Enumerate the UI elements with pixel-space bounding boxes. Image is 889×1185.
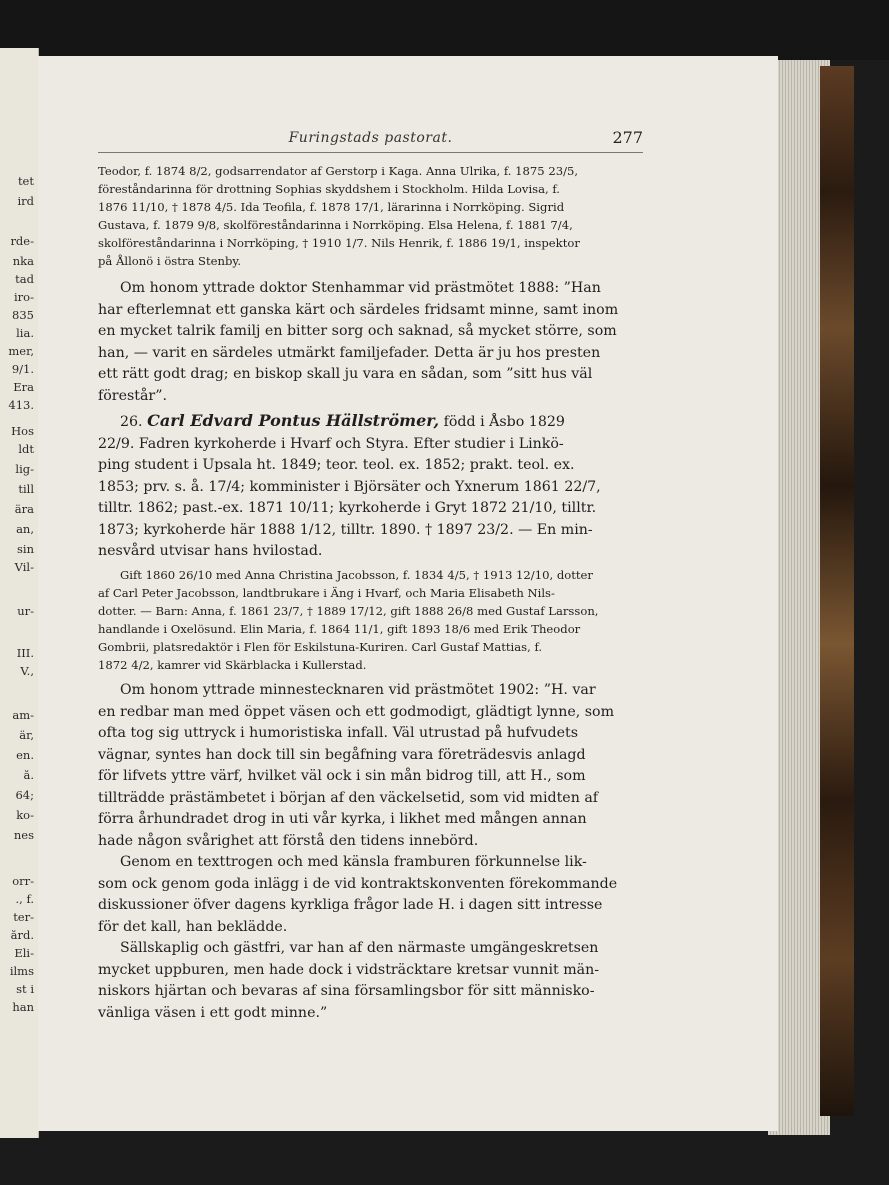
left-fragment: tet (17, 176, 34, 188)
text-line: har efterlemnat ett ganska kärt och särdeles fridsamt minne, samt inom (98, 301, 619, 318)
text-line: dotter. — Barn: Anna, f. 1861 23/7, † 1889 17/12, gift 1888 26/8 med Gustaf Larsson, (98, 604, 599, 618)
left-fragment: 835 (12, 310, 34, 322)
text-line: en redbar man med öppet väsen och ett godmodigt, glädtigt lynne, som (98, 703, 615, 720)
text-line: diskussioner öfver dagens kyrkliga frågor lade H. i dagen sitt intresse (98, 897, 603, 913)
text-line: född i Åsbo 1829 (443, 414, 565, 430)
page-header (98, 128, 643, 153)
text-line: som ock genom goda inlägg i de vid kontraktskonventen förekommande (98, 875, 618, 892)
left-fragment: ldt (18, 444, 34, 456)
entry-heading-line (98, 410, 643, 434)
left-fragment: ilms (9, 966, 34, 978)
text-line: Gift 1860 26/10 med Anna Christina Jacobsson, f. 1834 4/5, † 1913 12/10, dotter (120, 568, 593, 582)
text-line: ping student i Upsala ht. 1849; teor. teol. ex. 1852; prakt. teol. ex. (98, 457, 575, 473)
text-line: Gustava, f. 1879 9/8, skolföreståndarinna i Norrköping. Elsa Helena, f. 1881 7/4, (98, 218, 573, 232)
running-title: Furingstads pastorat. (288, 130, 453, 146)
text-line: niskors hjärtan och bevaras af sina församlingsbor för sitt människo- (98, 983, 595, 999)
left-fragment: ård. (10, 930, 34, 942)
text-line: Teodor, f. 1874 8/2, godsarrendator af Gerstorp i Kaga. Anna Ulrika, f. 1875 23/5, (98, 164, 579, 178)
text-line: en mycket talrik familj en bitter sorg och saknad, så mycket större, som (98, 323, 617, 339)
left-fragment: V., (20, 666, 34, 678)
children-paragraph (98, 162, 643, 270)
text-line: hade någon svårighet att förstå den tidens innebörd. (98, 832, 479, 849)
left-fragment: Hos (11, 426, 34, 438)
left-fragment: till (18, 484, 34, 496)
text-line: för det kall, han beklädde. (98, 918, 288, 935)
text-line: vägnar, syntes han dock till sin begåfning vara företrädesvis anlagd (98, 746, 586, 763)
left-page-edge (0, 48, 39, 1138)
left-fragment: an, (16, 524, 34, 536)
entry-26 (98, 410, 643, 563)
text-line: Gombrii, platsredaktör i Flen för Eskilstuna-Kuriren. Carl Gustaf Mattias, f. (98, 640, 543, 654)
left-fragment: är, (19, 730, 34, 742)
quote-minnestecknaren (98, 680, 643, 1024)
text-line: på Ållonö i östra Stenby. (98, 254, 242, 268)
left-fragment: ird (17, 196, 34, 208)
left-fragment: Eli- (14, 948, 34, 960)
left-fragment: å. (23, 770, 34, 782)
left-fragment: st i (16, 984, 34, 996)
left-fragment: ., f. (15, 894, 34, 906)
left-fragment: Vil- (14, 562, 34, 574)
left-fragment: han (12, 1002, 34, 1014)
left-fragment: en. (16, 750, 34, 762)
text-line: förra århundradet drog in uti vår kyrka, i likhet med mången annan (98, 811, 587, 827)
quote-stenhammar (98, 278, 643, 407)
text-line: 1873; kyrkoherde här 1888 1/12, tilltr. 1890. † 1897 23/2. — En min- (98, 521, 593, 538)
text-line: handlande i Oxelösund. Elin Maria, f. 1864 11/1, gift 1893 18/6 med Erik Theodor (98, 622, 581, 636)
text-line: 22/9. Fadren kyrkoherde i Hvarf och Styra. Efter studier i Linkö- (98, 435, 564, 452)
left-fragment: ära (14, 504, 34, 516)
background-top (0, 0, 889, 60)
left-fragment: mer, (8, 346, 34, 358)
left-fragment: ur- (17, 606, 34, 618)
page-number: 277 (612, 128, 643, 147)
text-line: nesvård utvisar hans hvilostad. (98, 543, 323, 559)
left-fragment: am- (12, 710, 34, 722)
family-paragraph (98, 566, 643, 674)
text-line: vänliga väsen i ett godt minne.” (98, 1004, 328, 1021)
left-fragment: nes (13, 830, 34, 842)
left-fragment: 9/1. (11, 364, 34, 376)
entry-name: Carl Edvard Pontus Hällströmer, (147, 411, 440, 430)
text-line: tilltr. 1862; past.-ex. 1871 10/11; kyrkoherde i Gryt 1872 21/10, tilltr. (98, 500, 597, 516)
text-line: 1876 11/10, † 1878 4/5. Ida Teofila, f. 1878 17/1, lärarinna i Norrköping. Sigrid (98, 200, 565, 214)
text-line: 1872 4/2, kamrer vid Skärblacka i Kullerstad. (98, 658, 367, 672)
text-line: Genom en texttrogen och med känsla framburen förkunnelse lik- (120, 854, 587, 870)
left-fragment: lig- (15, 464, 34, 476)
left-fragment: nka (12, 256, 34, 268)
left-fragment: 64; (15, 790, 34, 802)
left-page-fragments (0, 48, 38, 1138)
book-cover (820, 66, 854, 1116)
text-line: ett rätt godt drag; en biskop skall ju vara en sådan, som ”sitt hus väl (98, 366, 593, 382)
left-fragment: tad (15, 274, 34, 286)
text-line: mycket uppburen, men hade dock i vidsträcktare kretsar vunnit män- (98, 961, 600, 978)
left-fragment: ko- (16, 810, 34, 822)
text-line: af Carl Peter Jacobsson, landtbrukare i Äng i Hvarf, och Maria Elisabeth Nils- (98, 586, 555, 600)
left-fragment: rde- (10, 236, 34, 248)
text-line: Sällskaplig och gästfri, var han af den närmaste umgängeskretsen (120, 940, 599, 956)
left-fragment: III. (16, 648, 34, 660)
text-line: 1853; prv. s. å. 17/4; komminister i Björsäter och Yxnerum 1861 22/7, (98, 478, 601, 495)
left-fragment: 413. (8, 400, 34, 412)
left-fragment: Era (13, 382, 34, 394)
text-line: förestår”. (98, 387, 167, 404)
left-fragment: sin (17, 544, 34, 556)
left-fragment: orr- (12, 876, 34, 888)
text-line: tillträdde prästämbetet i början af den väckelsetid, som vid midten af (98, 789, 599, 806)
left-fragment: ter- (13, 912, 34, 924)
text-line: ofta tog sig uttryck i humoristiska infall. Väl utrustad på hufvudets (98, 725, 579, 741)
left-fragment: lia. (16, 328, 34, 340)
text-line: föreståndarinna för drottning Sophias skyddshem i Stockholm. Hilda Lovisa, f. (98, 182, 560, 196)
text-line: för lifvets yttre värf, hvilket väl ock i sin mån bidrog till, att H., som (98, 768, 586, 784)
text-line: Om honom yttrade doktor Stenhammar vid prästmötet 1888: ”Han (120, 280, 601, 296)
text-line: han, — varit en särdeles utmärkt familjefader. Detta är ju hos presten (98, 344, 601, 361)
text-line: skolföreståndarinna i Norrköping, † 1910 1/7. Nils Henrik, f. 1886 19/1, inspektor (98, 236, 580, 250)
entry-number: 26. (120, 414, 143, 430)
left-fragment: iro- (14, 292, 34, 304)
text-line: Om honom yttrade minnestecknaren vid prästmötet 1902: ”H. var (120, 682, 596, 698)
